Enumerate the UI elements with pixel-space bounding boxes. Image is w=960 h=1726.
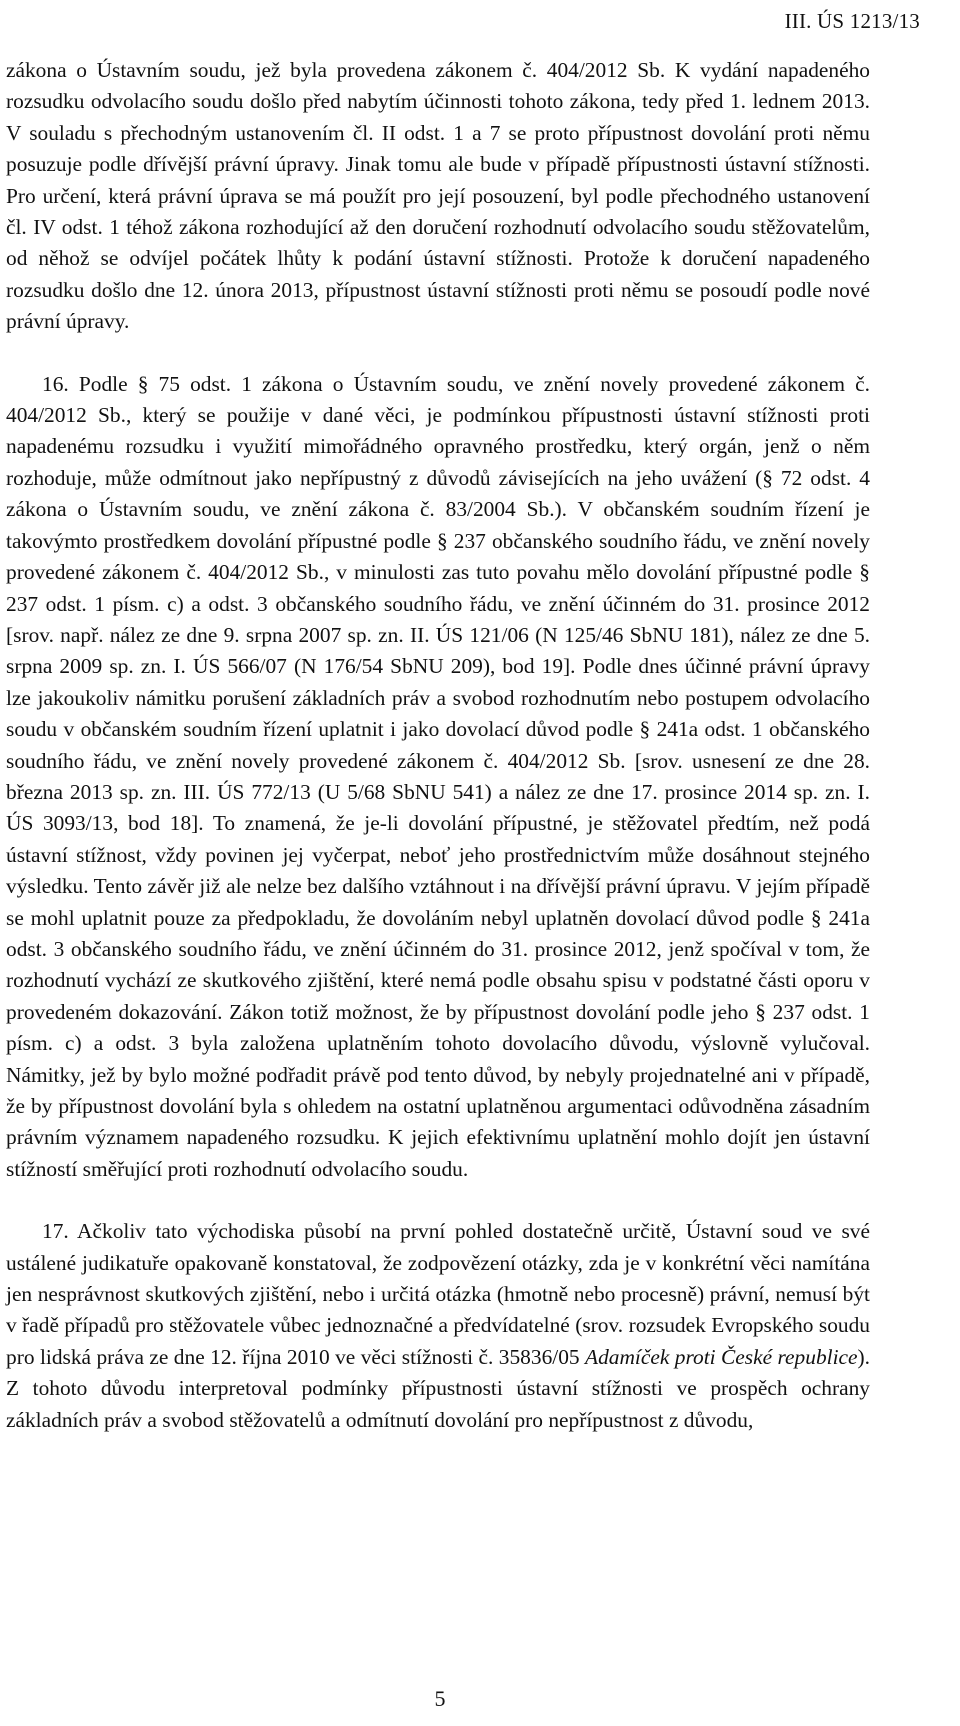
case-name-italic: Adamíček proti České republice — [585, 1344, 858, 1369]
paragraph-17-text-start: 17. Ačkoliv tato východiska působí na první pohled dostatečně určitě, Ústavní soud ve své ustálené judikatuře opakovaně konstatoval, že zodpovězení otázky, zda je v konkrétní věci namítána jen nesprávnost skutkových zjištění, nebo i určitá otázka (hmotně nebo procesně) právní, nemusí být v řadě případů pro stěžovatele vůbec jednoznačné a předvídatelné (srov. rozsudek Evropského soudu pro lidská práva ze dne 12. října 2010 ve věci stížnosti č. 35836/05 — [6, 1219, 870, 1369]
paragraph-continuation: zákona o Ústavním soudu, jež byla provedena zákonem č. 404/2012 Sb. K vydání napadeného rozsudku odvolacího soudu došlo před nabytím účinnosti tohoto zákona, tedy před 1. lednem 2013. V souladu s přechodným ustanovením čl. II odst. 1 a 7 se proto přípustnost dovolání proti němu posuzuje podle dřívější právní úpravy. Jinak tomu ale bude v případě přípustnosti ústavní stížnosti. Pro určení, která právní úprava se má použít pro její posouzení, byl podle přechodného ustanovení čl. IV odst. 1 téhož zákona rozhodující až den doručení rozhodnutí odvolacího soudu stěžovatelům, od něhož se odvíjel počátek lhůty k podání ústavní stížnosti. Protože k doručení napadeného rozsudku došlo dne 12. února 2013, přípustnost ústavní stížnosti proti němu se posoudí podle nové právní úpravy. — [6, 58, 870, 334]
paragraph-17 — [6, 1216, 870, 1436]
paragraph-16: 16. Podle § 75 odst. 1 zákona o Ústavním soudu, ve znění novely provedené zákonem č. 404/2012 Sb., který se použije v dané věci, je podmínkou přípustnosti ústavní stížnosti proti napadenému rozsudku i využití mimořádného opravného prostředku, který orgán, jenž o něm rozhoduje, může odmítnout jako nepřípustný z důvodů závisejících na jeho uvážení (§ 72 odst. 4 zákona o Ústavním soudu, ve znění zákona č. 83/2004 Sb.). V občanském soudním řízení je takovýmto prostředkem dovolání přípustné podle § 237 občanského soudního řádu, ve znění novely provedené zákonem č. 404/2012 Sb., v minulosti zas tuto povahu mělo dovolání přípustné podle § 237 odst. 1 písm. c) a odst. 3 občanského soudního řádu, ve znění účinném do 31. prosince 2012 [srov. např. nález ze dne 9. srpna 2007 sp. zn. II. ÚS 121/06 (N 125/46 SbNU 181), nález ze dne 5. srpna 2009 sp. zn. I. ÚS 566/07 (N 176/54 SbNU 209), bod 19]. Podle dnes účinné právní úpravy lze jakoukoliv námitku porušení základních práv a svobod rozhodnutím nebo postupem odvolacího soudu v občanském soudním řízení uplatnit i jako dovolací důvod podle § 241a odst. 1 občanského soudního řádu, ve znění novely provedené zákonem č. 404/2012 Sb. [srov. usnesení ze dne 28. března 2013 sp. zn. III. ÚS 772/13 (U 5/68 SbNU 541) a nález ze dne 17. prosince 2014 sp. zn. I. ÚS 3093/13, bod 18]. To znamená, že je-li dovolání přípustné, je stěžovatel předtím, než podá ústavní stížnost, vždy povinen jej vyčerpat, neboť jeho prostřednictvím může dosáhnout stejného výsledku. Tento závěr již ale nelze bez dalšího vztáhnout i na dřívější právní úpravu. V jejím případě se mohl uplatnit pouze za předpokladu, že dovoláním nebyl uplatněn dovolací důvod podle § 241a odst. 3 občanského soudního řádu, ve znění účinném do 31. prosince 2012, jenž spočíval v tom, že rozhodnutí vychází ze skutkového zjištění, které nemá podle obsahu spisu v podstatné části oporu v provedeném dokazování. Zákon totiž možnost, že by přípustnost dovolání podle jeho § 237 odst. 1 písm. c) a odst. 3 byla založena uplatněním tohoto dovolacího důvodu, výslovně vylučoval. Námitky, jež by bylo možné podřadit právě pod tento důvod, by nebyly projednatelné ani v případě, že by přípustnost dovolání byla s ohledem na ostatní uplatněnou argumentaci odůvodněna zásadním právním významem napadeného rozsudku. K jejich efektivnímu uplatnění mohlo dojít jen ústavní stížností směřující proti rozhodnutí odvolacího soudu. — [6, 371, 870, 1181]
document-body — [6, 55, 870, 1436]
case-number-header: III. ÚS 1213/13 — [784, 9, 920, 33]
paragraph-17-text-end: ). Z tohoto důvodu interpretoval podmínky přípustnosti ústavní stížnosti ve prospěch ochrany základních práv a svobod stěžovatelů a odmítnutí dovolání pro nepřípustnost z důvodu, — [6, 1344, 870, 1432]
page-number: 5 — [434, 1686, 446, 1711]
